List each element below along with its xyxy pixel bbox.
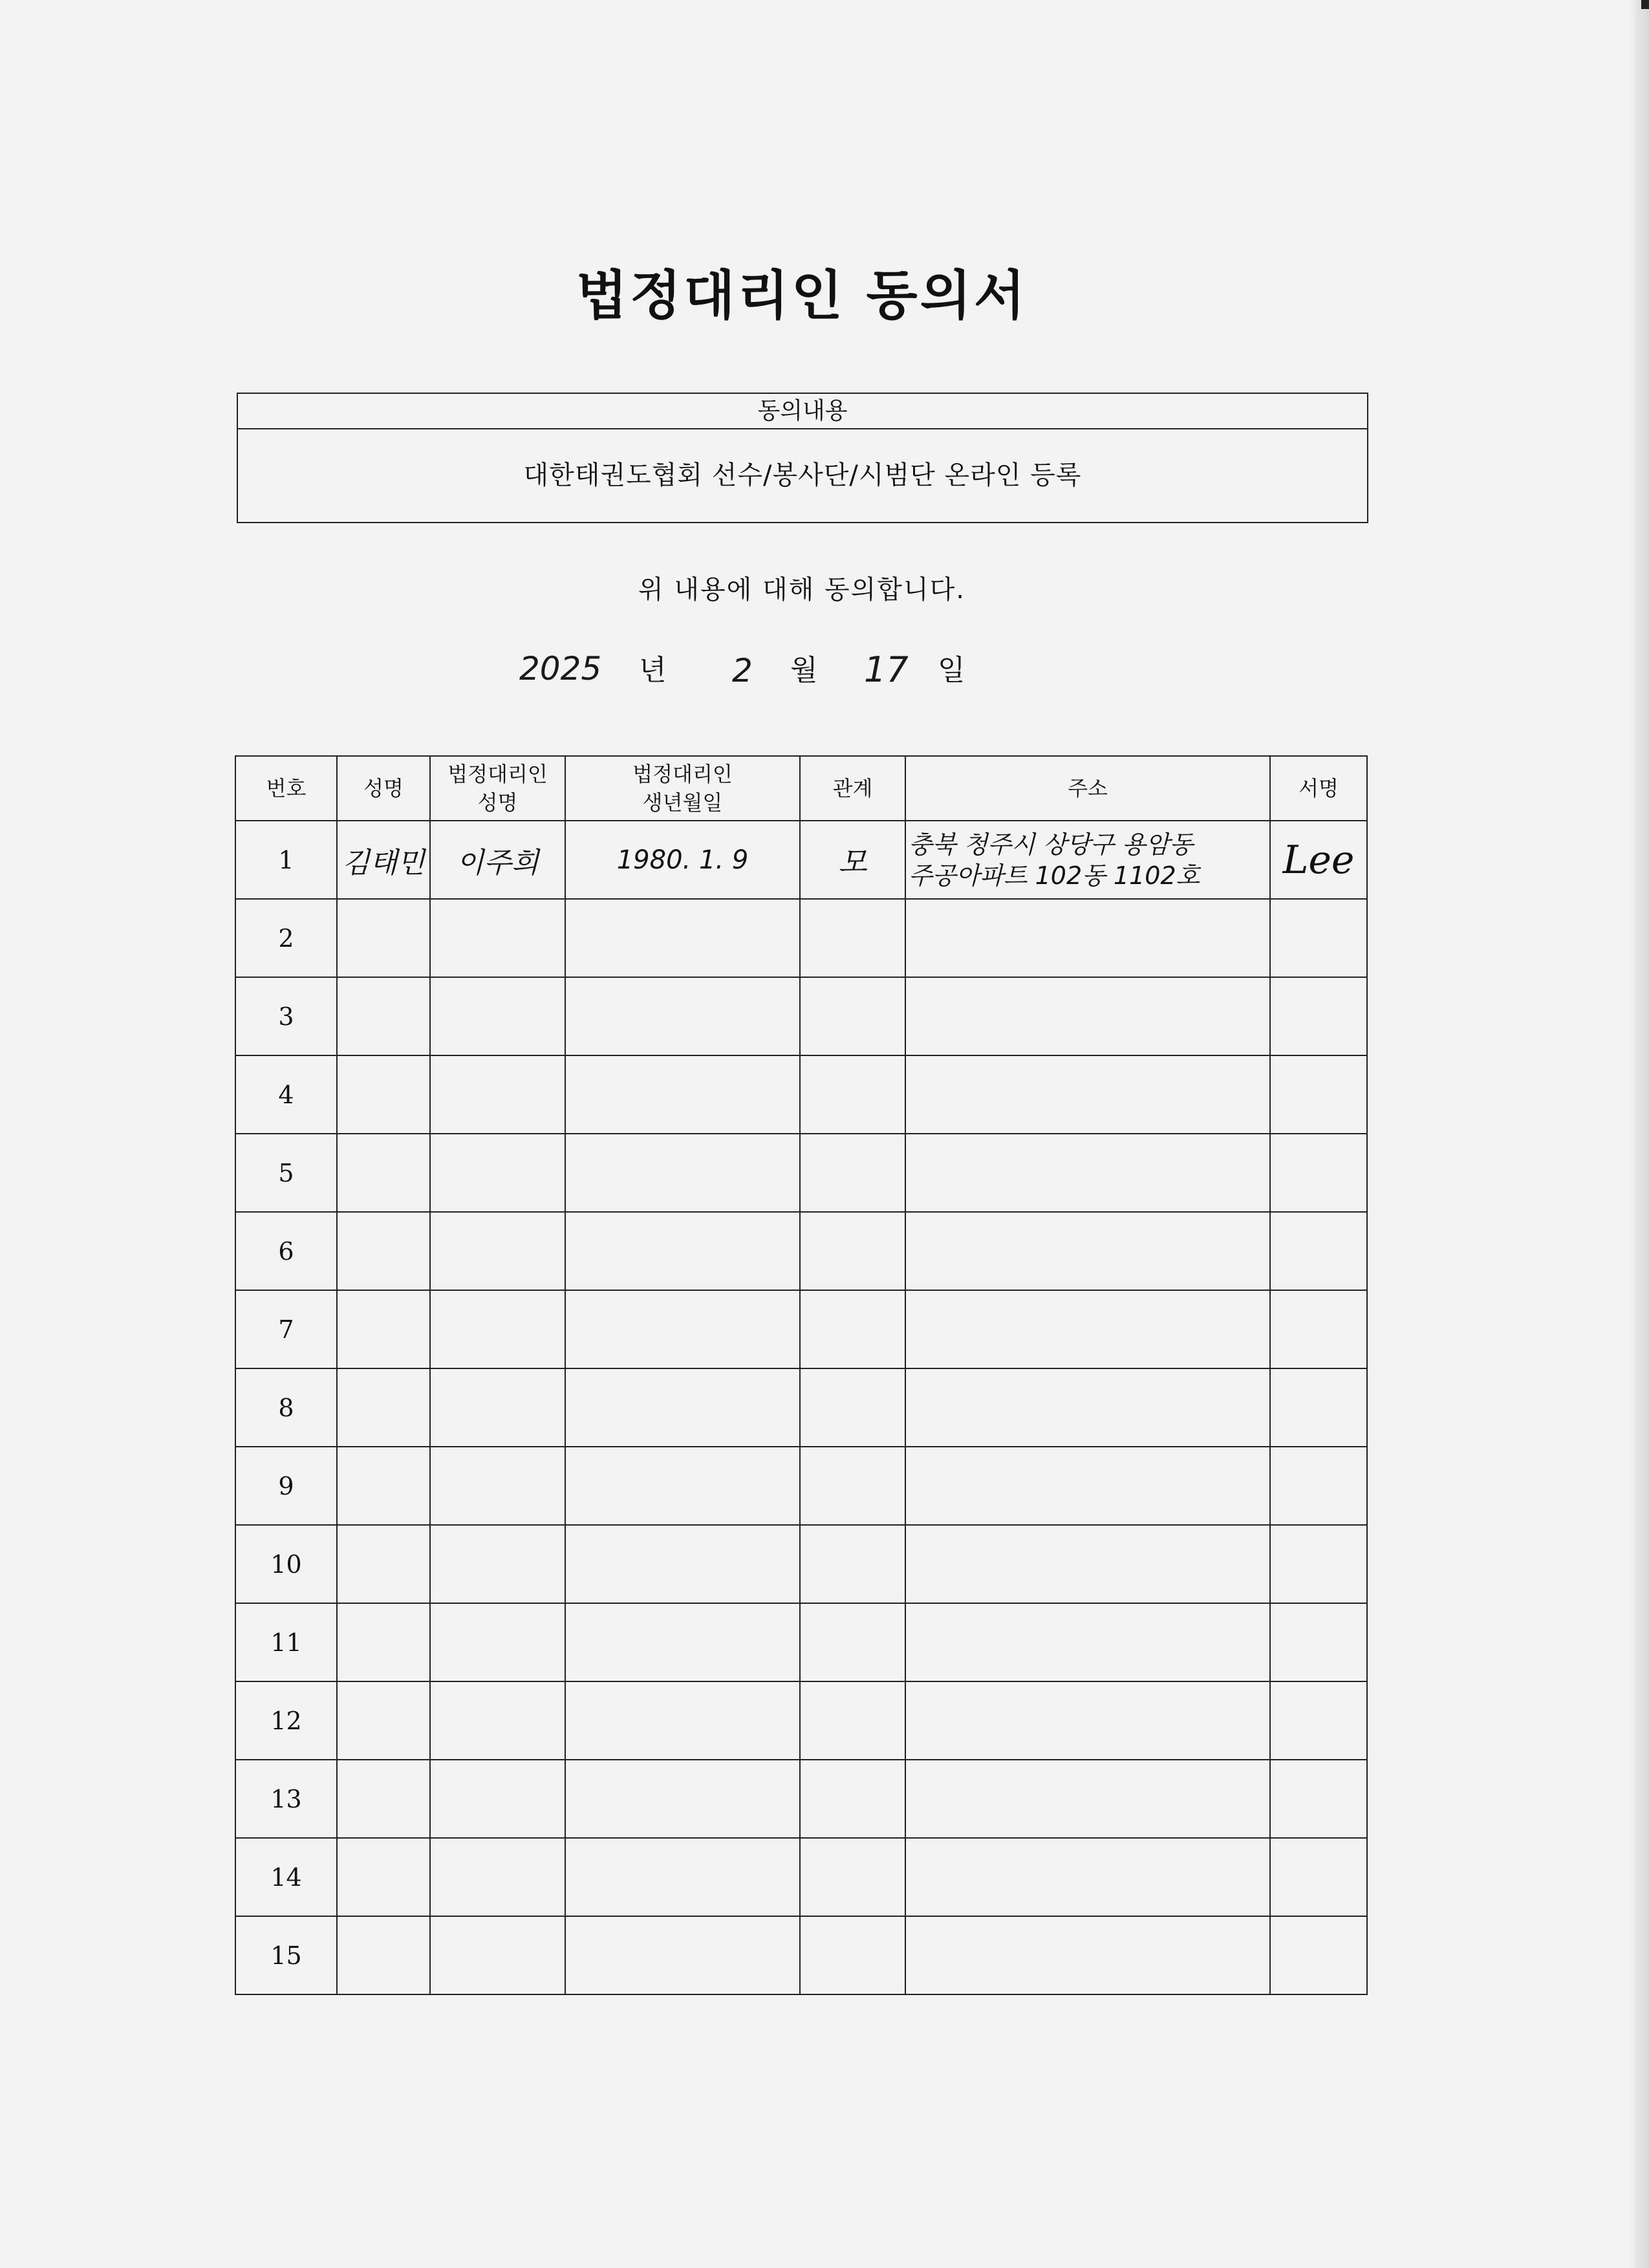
row-guardian-birth [565,1134,800,1212]
row-name [337,1603,430,1681]
row-relation [800,1916,905,1994]
row-number: 13 [235,1760,337,1838]
consent-content: 대한태권도협회 선수/봉사단/시범단 온라인 등록 [523,460,1082,490]
row-guardian-name [430,1055,565,1134]
table-row [235,1290,1367,1368]
header-guardian-name-line2: 성명 [477,790,518,815]
row-name [337,1838,430,1916]
row-guardian-birth [565,1055,800,1134]
row-guardian-birth [565,1603,800,1681]
row-number: 1 [235,821,337,899]
row-name [337,1290,430,1368]
row-relation [800,1212,905,1290]
row-number: 14 [235,1838,337,1916]
row-guardian-name [430,1290,565,1368]
table-row [235,1525,1367,1603]
consent-box [237,393,1368,523]
row-relation [800,1134,905,1212]
guardian-consent-table [235,755,1368,1995]
header-guardian-name [430,756,565,821]
row-name: 김태민 [337,821,430,899]
row-address [905,1134,1270,1212]
row-name [337,1212,430,1290]
row-guardian-birth [565,1212,800,1290]
date-day: 17 [864,649,909,690]
date-month-unit: 월 [790,654,818,687]
row-address-line2: 주공아파트 102동 1102호 [909,861,1200,890]
row-address [905,1055,1270,1134]
row-guardian-birth [565,1290,800,1368]
header-number: 번호 [235,756,337,821]
row-address [905,1447,1270,1525]
row-guardian-birth [565,899,800,977]
row-guardian-birth [565,1525,800,1603]
row-signature [1270,1212,1367,1290]
table-header-row [235,756,1367,821]
table-row [235,1916,1367,1994]
row-signature [1270,1368,1367,1447]
table-row [235,821,1367,899]
row-name [337,1760,430,1838]
row-signature [1270,977,1367,1055]
table-row [235,1681,1367,1760]
row-guardian-name [430,1212,565,1290]
row-relation [800,1760,905,1838]
row-number: 12 [235,1681,337,1760]
row-number: 7 [235,1290,337,1368]
header-relation: 관계 [800,756,905,821]
row-address [905,1681,1270,1760]
row-address-line1: 충북 청주시 상당구 용암동 [909,830,1194,859]
row-relation [800,1447,905,1525]
date-line [0,647,1649,698]
row-guardian-birth: 1980. 1. 9 [565,821,800,899]
row-signature: Lee [1270,821,1367,899]
row-name [337,1055,430,1134]
table-row [235,1212,1367,1290]
row-relation [800,977,905,1055]
row-name [337,1525,430,1603]
header-name: 성명 [337,756,430,821]
row-relation [800,1603,905,1681]
row-guardian-name [430,1447,565,1525]
row-guardian-name: 이주희 [430,821,565,899]
row-address [905,1525,1270,1603]
row-guardian-name [430,1368,565,1447]
table-row [235,1447,1367,1525]
row-relation [800,1055,905,1134]
row-signature [1270,1916,1367,1994]
row-name [337,977,430,1055]
row-name [337,1134,430,1212]
row-address [905,1290,1270,1368]
row-address [905,1368,1270,1447]
table-row [235,1603,1367,1681]
agreement-statement: 위 내용에 대해 동의합니다. [638,575,965,605]
date-day-unit: 일 [938,654,965,687]
row-name [337,1916,430,1994]
row-guardian-name [430,1916,565,1994]
table-row [235,1055,1367,1134]
row-address [905,1916,1270,1994]
row-signature [1270,1525,1367,1603]
row-guardian-birth [565,1681,800,1760]
row-relation [800,1838,905,1916]
row-guardian-birth [565,1838,800,1916]
row-guardian-birth [565,1760,800,1838]
row-number: 4 [235,1055,337,1134]
row-address [905,1838,1270,1916]
row-address [905,977,1270,1055]
header-guardian-name-line1: 법정대리인 [447,762,548,786]
row-address [905,1212,1270,1290]
row-name [337,1368,430,1447]
row-number: 8 [235,1368,337,1447]
date-year-unit: 년 [639,654,667,687]
row-relation [800,1290,905,1368]
page-edge [1630,0,1649,2268]
row-relation [800,1681,905,1760]
row-guardian-name [430,899,565,977]
row-number: 11 [235,1603,337,1681]
date-month: 2 [732,652,753,689]
row-number: 2 [235,899,337,977]
row-address [905,1603,1270,1681]
consent-header: 동의내용 [238,394,1367,429]
table-row [235,1760,1367,1838]
row-guardian-name [430,977,565,1055]
row-guardian-name [430,1838,565,1916]
row-guardian-birth [565,1447,800,1525]
header-guardian-birth [565,756,800,821]
row-guardian-name [430,1681,565,1760]
row-guardian-birth [565,1916,800,1994]
table-row [235,899,1367,977]
row-signature [1270,1290,1367,1368]
row-signature [1270,1134,1367,1212]
row-guardian-name [430,1760,565,1838]
row-address [905,899,1270,977]
row-signature [1270,1447,1367,1525]
row-relation: 모 [800,821,905,899]
row-name [337,1681,430,1760]
table-row [235,1134,1367,1212]
table-row [235,1368,1367,1447]
row-relation [800,899,905,977]
header-guardian-birth-line2: 생년월일 [642,790,723,815]
document-title: 법정대리인 동의서 [576,265,1028,327]
row-signature [1270,899,1367,977]
row-guardian-birth [565,1368,800,1447]
row-signature [1270,1681,1367,1760]
row-signature [1270,1603,1367,1681]
row-number: 6 [235,1212,337,1290]
row-guardian-name [430,1603,565,1681]
row-guardian-name [430,1134,565,1212]
row-address [905,1760,1270,1838]
row-number: 15 [235,1916,337,1994]
row-number: 5 [235,1134,337,1212]
header-address: 주소 [905,756,1270,821]
row-address [905,821,1270,899]
date-year: 2025 [519,650,602,687]
row-number: 3 [235,977,337,1055]
header-guardian-birth-line1: 법정대리인 [632,762,733,786]
row-guardian-birth [565,977,800,1055]
row-signature [1270,1055,1367,1134]
row-signature [1270,1760,1367,1838]
row-relation [800,1368,905,1447]
table-row [235,1838,1367,1916]
scan-corner-mark [1641,0,1649,9]
row-signature [1270,1838,1367,1916]
table-row [235,977,1367,1055]
row-relation [800,1525,905,1603]
row-name [337,899,430,977]
row-name [337,1447,430,1525]
row-guardian-name [430,1525,565,1603]
header-signature: 서명 [1270,756,1367,821]
row-number: 10 [235,1525,337,1603]
row-number: 9 [235,1447,337,1525]
